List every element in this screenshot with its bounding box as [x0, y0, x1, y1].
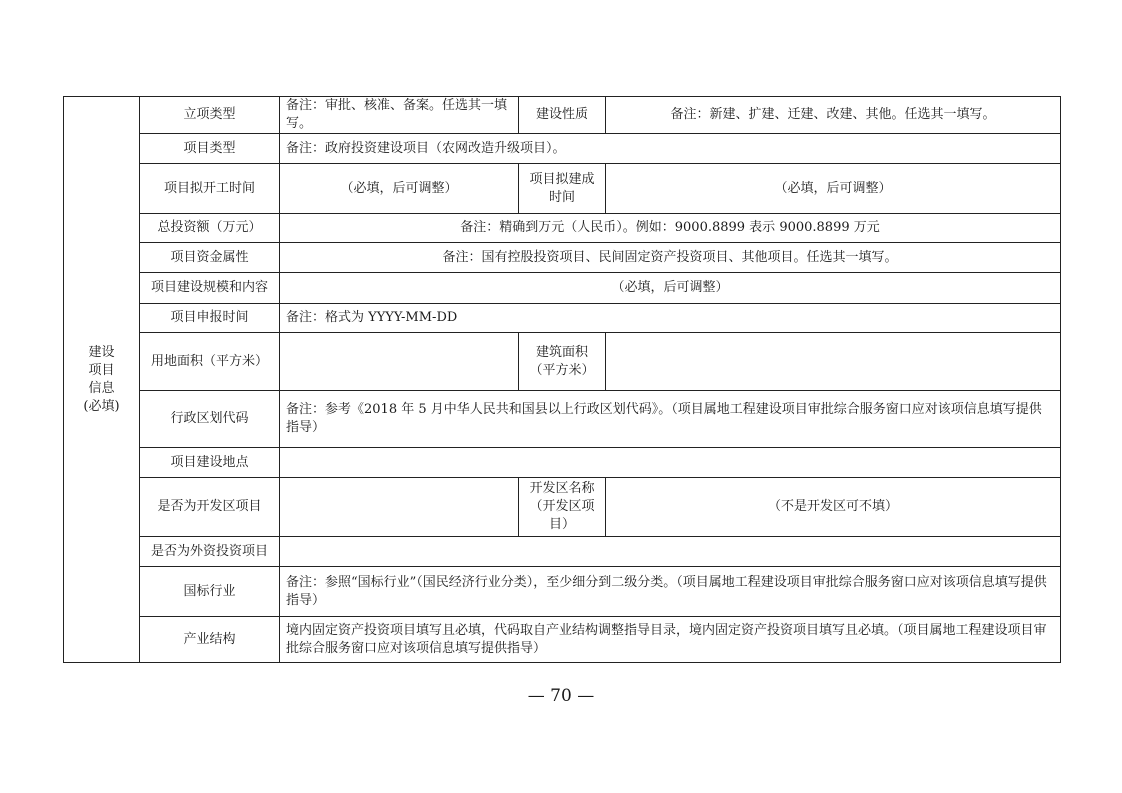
value-industry[interactable]: 备注：参照“国标行业”（国民经济行业分类），至少细分到二级分类。（项目属地工程建设项目审批综合服务窗口应对该项信息填写提供指导） — [280, 567, 1061, 617]
row-industry-structure — [64, 617, 1061, 663]
label-total-investment: 总投资额（万元） — [140, 214, 280, 243]
label-project-type: 项目类型 — [140, 134, 280, 164]
value-declare-time[interactable]: 备注：格式为 YYYY-MM-DD — [280, 304, 1061, 333]
label-building-area: 建筑面积（平方米） — [519, 333, 606, 391]
row-location — [64, 448, 1061, 478]
label-fund-attribute: 项目资金属性 — [140, 243, 280, 273]
group-label-line: 建设 — [88, 344, 115, 360]
label-region-code: 行政区划代码 — [140, 391, 280, 448]
label-industry: 国标行业 — [140, 567, 280, 617]
label-dev-zone: 是否为开发区项目 — [140, 478, 280, 537]
value-industry-structure[interactable]: 境内固定资产投资项目填写且必填，代码取自产业结构调整指导目录，境内固定资产投资项目填写且必填。（项目属地工程建设项目审批综合服务窗口应对该项信息填写提供指导） — [280, 617, 1061, 663]
row-industry — [64, 567, 1061, 617]
value-dev-zone[interactable] — [280, 478, 519, 537]
label-scale-content: 项目建设规模和内容 — [140, 273, 280, 304]
row-project-type-approval — [64, 97, 1061, 134]
label-project-type-approval: 立项类型 — [140, 97, 280, 134]
label-location: 项目建设地点 — [140, 448, 280, 478]
group-label-line: 信息 — [88, 380, 115, 396]
row-foreign-investment — [64, 537, 1061, 567]
row-project-type — [64, 134, 1061, 164]
value-construction-nature[interactable]: 备注：新建、扩建、迁建、改建、其他。任选其一填写。 — [606, 97, 1061, 134]
value-scale-content[interactable]: （必填，后可调整） — [280, 273, 1061, 304]
group-label-line: 项目 — [88, 362, 115, 378]
group-label — [64, 97, 140, 663]
row-land-area — [64, 333, 1061, 391]
label-dev-zone-name: 开发区名称（开发区项目） — [519, 478, 606, 537]
row-total-investment — [64, 214, 1061, 243]
label-foreign-investment: 是否为外资投资项目 — [140, 537, 280, 567]
label-start-time: 项目拟开工时间 — [140, 164, 280, 214]
row-region-code — [64, 391, 1061, 448]
value-foreign-investment[interactable] — [280, 537, 1061, 567]
value-region-code[interactable]: 备注：参考《2018 年 5 月中华人民共和国县以上行政区划代码》。（项目属地工程建设项目审批综合服务窗口应对该项信息填写提供指导） — [280, 391, 1061, 448]
value-total-investment[interactable]: 备注：精确到万元（人民币）。例如：9000.8899 表示 9000.8899 万元 — [280, 214, 1061, 243]
value-fund-attribute[interactable]: 备注：国有控股投资项目、民间固定资产投资项目、其他项目。任选其一填写。 — [280, 243, 1061, 273]
row-scale-content — [64, 273, 1061, 304]
value-dev-zone-name[interactable]: （不是开发区可不填） — [606, 478, 1061, 537]
row-declare-time — [64, 304, 1061, 333]
value-project-type[interactable]: 备注：政府投资建设项目（农网改造升级项目）。 — [280, 134, 1061, 164]
label-industry-structure: 产业结构 — [140, 617, 280, 663]
value-land-area[interactable] — [280, 333, 519, 391]
value-building-area[interactable] — [606, 333, 1061, 391]
label-land-area: 用地面积（平方米） — [140, 333, 280, 391]
page-number: — 70 — — [527, 686, 595, 706]
value-location[interactable] — [280, 448, 1061, 478]
label-construction-nature: 建设性质 — [519, 97, 606, 134]
label-declare-time: 项目申报时间 — [140, 304, 280, 333]
value-completion-time[interactable]: （必填，后可调整） — [606, 164, 1061, 214]
row-start-time — [64, 164, 1061, 214]
row-dev-zone — [64, 478, 1061, 537]
label-completion-time: 项目拟建成时间 — [519, 164, 606, 214]
row-fund-attribute — [64, 243, 1061, 273]
group-label-line: (必填) — [83, 398, 120, 414]
value-start-time[interactable]: （必填，后可调整） — [280, 164, 519, 214]
value-project-type-approval[interactable]: 备注：审批、核准、备案。任选其一填写。 — [280, 97, 519, 134]
construction-info-table — [63, 96, 1061, 663]
